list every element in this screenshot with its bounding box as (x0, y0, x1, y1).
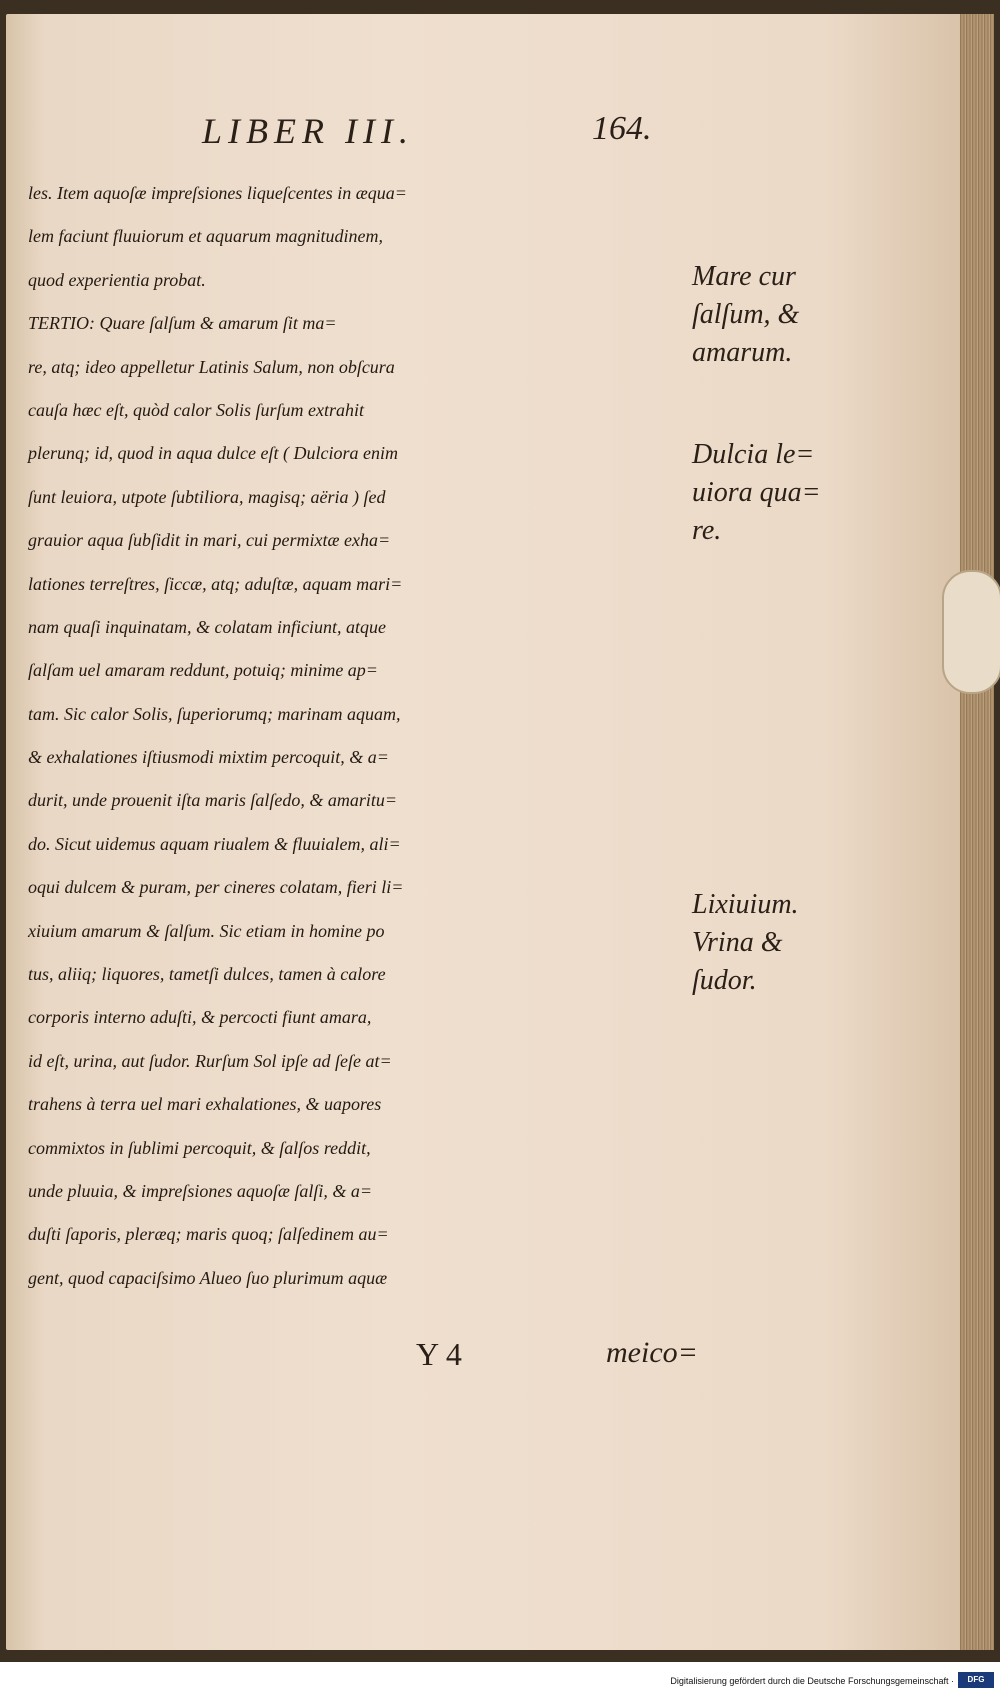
text-line: corporis interno aduſti, & percocti fiunt amara, (28, 1007, 372, 1028)
text-line: cauſa hæc eſt, quòd calor Solis ſurſum extrahit (28, 399, 364, 420)
running-head-title: LIBER III. (202, 111, 414, 151)
text-line: commixtos in ſublimi percoquit, & ſalſos reddit, (28, 1137, 371, 1158)
text-line: les. Item aquoſæ impreſsiones liqueſcentes in æqua= (28, 183, 407, 203)
marginal-line: amarum. (692, 337, 793, 368)
book-page (6, 14, 968, 1650)
marginal-line: uiora qua= (692, 477, 821, 508)
marginal-line: Vrina & (692, 927, 783, 958)
text-line: re, atq; ideo appelletur Latinis Salum, non obſcura (28, 356, 395, 377)
text-line: quod experientia probat. (28, 269, 206, 290)
text-line: oqui dulcem & puram, per cineres colatam, fieri li= (28, 877, 404, 898)
text-line: durit, unde prouenit iſta maris ſalſedo, & amaritu= (28, 790, 397, 811)
dfg-logo: DFG (958, 1672, 994, 1688)
text-line: nam quaſi inquinatam, & colatam inficiunt, atque (28, 616, 386, 637)
marginal-line: Lixiuium. (692, 889, 799, 920)
marginal-line: Mare cur (692, 261, 796, 292)
text-line: ſalſam uel amaram reddunt, potuiq; minime ap= (28, 660, 378, 681)
body-text (28, 172, 688, 1300)
page-edge (960, 14, 994, 1650)
bookmark-tab (942, 570, 1000, 694)
text-line: lem faciunt fluuiorum et aquarum magnitudinem, (28, 226, 383, 247)
marginal-note-lixiuium (692, 886, 872, 1000)
marginal-line: re. (692, 515, 722, 546)
text-line: gent, quod capaciſsimo Alueo ſuo plurimum aquæ (28, 1267, 388, 1288)
catchword: meico= (606, 1336, 698, 1369)
text-line: xiuium amarum & ſalſum. Sic etiam in homine po (28, 920, 385, 941)
text-line: do. Sicut uidemus aquam riualem & fluuialem, ali= (28, 833, 401, 854)
text-line: trahens à terra uel mari exhalationes, & uapores (28, 1094, 382, 1115)
text-line: grauior aqua ſubſidit in mari, cui permixtæ exha= (28, 530, 391, 551)
text-line: ſunt leuiora, utpote ſubtiliora, magisq; aëria ) ſed (28, 486, 386, 507)
text-line: tam. Sic calor Solis, ſuperiorumq; marinam aquam, (28, 703, 401, 724)
running-head (6, 110, 968, 150)
marginal-note-dulcia (692, 436, 872, 550)
text-line: unde pluuia, & impreſsiones aquoſæ ſalſi, & a= (28, 1180, 372, 1201)
text-line: tus, aliiq; liquores, tametſi dulces, tamen à calore (28, 964, 386, 985)
marginal-line: ſudor. (692, 965, 757, 996)
marginal-line: ſalſum, & (692, 299, 800, 330)
text-line: & exhalationes iſtiusmodi mixtim percoquit, & a= (28, 747, 389, 768)
marginal-line: Dulcia le= (692, 439, 815, 470)
text-line: duſti ſaporis, pleræq; maris quoq; ſalſedinem au= (28, 1224, 389, 1245)
folio-number: 164. (592, 110, 652, 147)
text-line: plerunq; id, quod in aqua dulce eſt ( Dulciora enim (28, 443, 398, 464)
signature-mark: Y 4 (416, 1336, 462, 1372)
text-line: lationes terreſtres, ſiccæ, atq; aduſtæ, aquam mari= (28, 573, 403, 594)
credit-text: Digitalisierung gefördert durch die Deutsche Forschungsgemeinschaft · (670, 1676, 954, 1686)
text-line: TERTIO: Quare ſalſum & amarum ſit ma= (28, 313, 337, 334)
marginal-note-mare (692, 258, 872, 372)
text-line: id eſt, urina, aut ſudor. Rurſum Sol ipſe ad ſeſe at= (28, 1050, 392, 1071)
